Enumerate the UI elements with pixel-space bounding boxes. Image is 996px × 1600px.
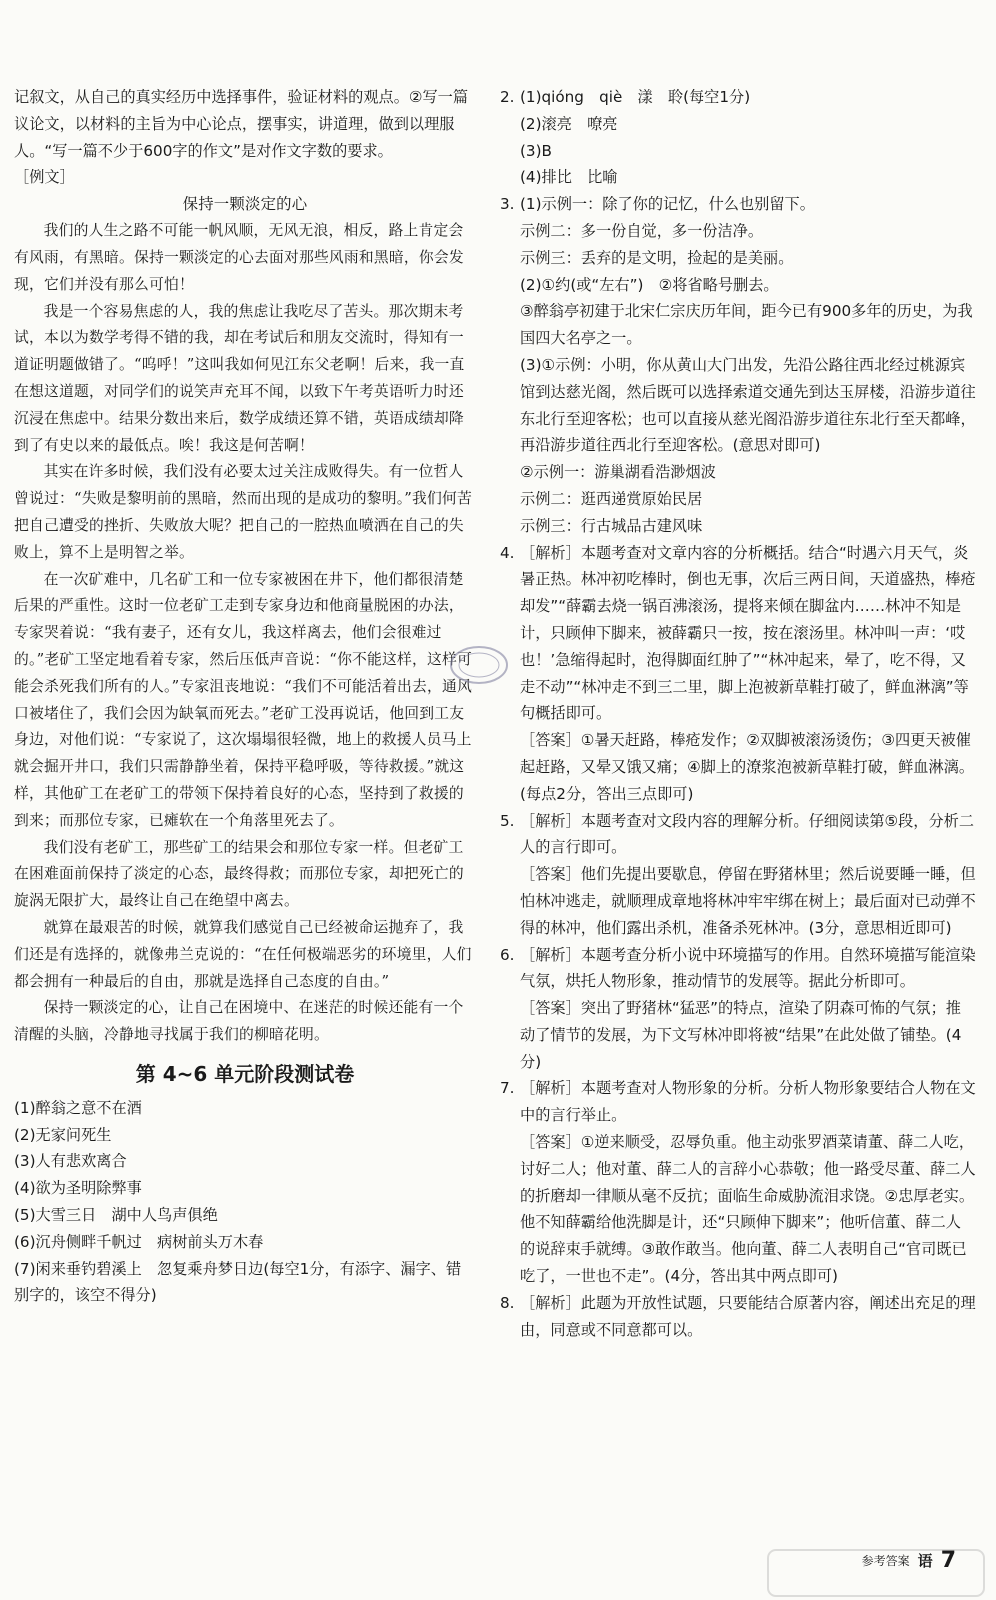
- answer-text: 示例三：丢弃的是文明，捡起的是美丽。: [520, 248, 794, 267]
- answer-text: ［答案］突出了野猪林“猛恶”的特点，渲染了阴森可怖的气氛；推动了情节的发展，为下文写林冲即将被“结果”在此处做了铺垫。(4分): [520, 999, 962, 1071]
- answer-text: (3)B: [520, 141, 552, 160]
- answer-text: ③醉翁亭初建于北宋仁宗庆历年间，距今已有900多年的历史，为我国四大名亭之一。: [520, 302, 973, 348]
- answer-line: (2)无家问死生: [14, 1125, 112, 1144]
- essay-paragraph: 其实在许多时候，我们没有必要太过关注成败得失。有一位哲人曾说过：“失败是黎明前的黑暗，然而出现的是成功的黎明。”我们何苦把自己遭受的挫折、失败放大呢？把自己的一腔热血喷洒在自己的失败上，算不上是明智之举。: [14, 463, 473, 561]
- example-tag: ［例文］: [14, 168, 75, 187]
- answer-text: (2)滚亮 嘹亮: [520, 114, 618, 133]
- answer-text: (2)①约(或“左右”) ②将省略号删去。: [520, 275, 779, 294]
- answer-text: ［解析］本题考查分析小说中环境描写的作用。自然环境描写能渲染气氛，烘托人物形象，推动情节的发展等。据此分析即可。: [520, 945, 976, 991]
- question-item: [500, 84, 976, 191]
- left-column: [14, 84, 476, 1309]
- essay-body: [14, 218, 476, 1049]
- question-item: [500, 808, 976, 942]
- essay-paragraph: 就算在最艰苦的时候，就算我们感觉自己已经被命运抛弃了，我们还是有选择的，就像弗兰克说的：“在任何极端恶劣的环境里，人们都会拥有一种最后的自由，那就是选择自己态度的自由。”: [14, 918, 472, 990]
- intro-text: [14, 84, 476, 164]
- essay-paragraph: 我们的人生之路不可能一帆风顺，无风无浪，相反，路上肯定会有风雨，有黑暗。保持一颗淡定的心去面对那些风雨和黑暗，你会发现，它们并没有那么可怕！: [14, 222, 464, 293]
- footer-label: 参考答案: [861, 1554, 910, 1568]
- answer-text: (1)qióng qiè 漾 聆(每空1分): [520, 88, 751, 106]
- question-number: 4.: [500, 543, 515, 562]
- answer-text: ［解析］此题为开放性试题，只要能结合原著内容，阐述出充足的理由，同意或不同意都可以。: [520, 1293, 976, 1339]
- page-number: 7: [940, 1548, 956, 1573]
- essay-paragraph: 我们没有老矿工，那些矿工的结果会和那位专家一样。但老矿工在困难面前保持了淡定的心态，最终得救；而那位专家，却把死亡的旋涡无限扩大，最终让自己在绝望中离去。: [14, 838, 464, 910]
- answer-text: (1)示例一：除了你的记忆，什么也别留下。: [520, 195, 815, 214]
- question-number: 8.: [500, 1293, 515, 1312]
- answer-line: (1)醉翁之意不在酒: [14, 1098, 142, 1117]
- answer-line: (3)人有悲欢离合: [14, 1152, 127, 1171]
- question-item: [500, 191, 976, 539]
- answer-text: ［答案］①暑天赶路，棒疮发作；②双脚被滚汤烫伤；③四更天被催起赶路，又晕又饿又痛；④脚上的潦浆泡被新草鞋打破，鲜血淋漓。(每点2分，答出三点即可): [520, 731, 975, 803]
- answer-text: (4)排比 比喻: [520, 168, 618, 187]
- answer-text: ［解析］本题考查对文章内容的分析概括。结合“时遇六月天气，炎暑正热。林冲初吃棒时，倒也无事，次后三两日间，天道盛热，棒疮却发”“薛霸去烧一锅百沸滚汤，提将来倾在脚盆内……林冲不知是计，只顾伸下脚来，被薛霸只一按，按在滚汤里。林冲叫一声：‘哎也！’急缩得起时，泡得脚面红肿了”“林冲起来，晕了，吃不得，又走不动”“林冲走不到三二里，脚上泡被新草鞋打破了，鲜血淋漓”等句概括即可。: [520, 543, 976, 723]
- answer-line: (6)沉舟侧畔千帆过 病树前头万木春: [14, 1232, 264, 1251]
- answer-text: ［解析］本题考查对人物形象的分析。分析人物形象要结合人物在文中的言行举止。: [520, 1079, 976, 1125]
- answer-line: (5)大雪三日 湖中人鸟声俱绝: [14, 1206, 218, 1225]
- watermark-logo-icon: [766, 1548, 986, 1598]
- answer-text: ②示例一：游巢湖看浩渺烟波: [520, 463, 716, 482]
- essay-paragraph: 在一次矿难中，几名矿工和一位专家被困在井下，他们都很清楚后果的严重性。这时一位老矿工走到专家身边和他商量脱困的办法，专家哭着说：“我有妻子，还有女儿，我这样离去，他们会很难过的。”老矿工坚定地看着专家，然后压低声音说：“你不能这样，这样可能会杀死我们所有的人。”专家沮丧地说：“我们不可能活着出去，通风口被堵住了，我们会因为缺氧而死去。”老矿工没再说话，他回到工友身边，对他们说：“专家说了，这次塌塌很轻微，地上的救援人员马上就会掘开井口，我们只需静静坐着，保持平稳呼吸，等待救援。”就这样，其他矿工在老矿工的带领下保持着良好的心态，坚持到了救援的到来；而那位专家，已瘫软在一个角落里死去了。: [14, 570, 473, 829]
- question-item: [500, 1075, 976, 1289]
- answer-list: [14, 1095, 476, 1309]
- answer-items: [500, 84, 976, 1343]
- question-number: 6.: [500, 945, 515, 964]
- right-column: [500, 84, 976, 1343]
- question-number: 5.: [500, 811, 515, 830]
- answer-text: 示例二：逛西递赏原始民居: [520, 489, 703, 508]
- question-item: [500, 1290, 976, 1344]
- answer-text: ［解析］本题考查对文段内容的理解分析。仔细阅读第⑤段，分析二人的言行即可。: [520, 811, 975, 857]
- essay-paragraph: 我是一个容易焦虑的人，我的焦虑让我吃尽了苦头。那次期末考试，本以为数学考得不错的我，却在考试后和朋友交流时，得知有一道证明题做错了。“呜呼！”这叫我如何见江东父老啊！后来，我一直在想这道题，对同学们的说笑声充耳不闻，以致下午考英语听力时还沉浸在焦虑中。结果分数出来后，数学成绩还算不错，英语成绩却降到了有史以来的最低点。唉！我这是何苦啊！: [14, 302, 465, 454]
- answer-line: (4)欲为圣明除弊事: [14, 1179, 142, 1198]
- answer-text: ［答案］①逆来顺受，忍辱负重。他主动张罗酒菜请董、薛二人吃，讨好二人；他对董、薛二人的言辞小心恭敬；他一路受尽董、薛二人的折磨却一律顺从毫不反抗；面临生命威胁流泪求饶。②忠厚老实。他不知薛霸给他洗脚是计，还“只顾伸下脚来”；他听信董、薛二人的说辞束手就缚。③敢作敢当。他向董、薛二人表明自己“官司既已吃了，一世也不走”。(4分，答出其中两点即可): [520, 1133, 976, 1286]
- intro-paragraph: 记叙文，从自己的真实经历中选择事件，验证材料的观点。②写一篇议论文，以材料的主旨为中心论点，摆事实，讲道理，做到以理服人。“写一篇不少于600字的作文”是对作文字数的要求。: [14, 88, 469, 160]
- section-title: 第 4~6 单元阶段测试卷: [135, 1061, 355, 1086]
- question-item: [500, 942, 976, 1076]
- question-number: 2.: [500, 88, 515, 106]
- question-item: [500, 540, 976, 808]
- stamp-icon: [448, 642, 510, 688]
- question-number: 3.: [500, 195, 515, 214]
- answer-text: 示例二：多一份自觉，多一份洁净。: [520, 221, 763, 240]
- question-number: 7.: [500, 1079, 515, 1098]
- essay-title: 保持一颗淡定的心: [182, 195, 308, 214]
- answer-line: (7)闲来垂钓碧溪上 忽复乘舟梦日边(每空1分，有添字、漏字、错别字的，该空不得分): [14, 1259, 462, 1305]
- answer-text: ［答案］他们先提出要歇息，停留在野猪林里；然后说要睡一睡，但怕林冲逃走，就顺理成章地将林冲牢牢绑在树上；最后面对已动弹不得的林冲，他们露出杀机，准备杀死林冲。(3分，意思相近即可): [520, 865, 976, 937]
- essay-paragraph: 保持一颗淡定的心，让自己在困境中、在迷茫的时候还能有一个清醒的头脑，冷静地寻找属于我们的柳暗花明。: [14, 999, 464, 1044]
- footer-subject: 语: [917, 1552, 933, 1570]
- answer-text: (3)①示例：小明，你从黄山大门出发，先沿公路往西北经过桃源宾馆到达慈光阁，然后既可以选择索道交通先到达玉屏楼，沿游步道往东北行至迎客松；也可以直接从慈光阁沿游步道往东北行至天都峰，再沿游步道往西北行至迎客松。(意思对即可): [520, 355, 976, 455]
- answer-text: 示例三：行古城品古建风味: [520, 516, 703, 535]
